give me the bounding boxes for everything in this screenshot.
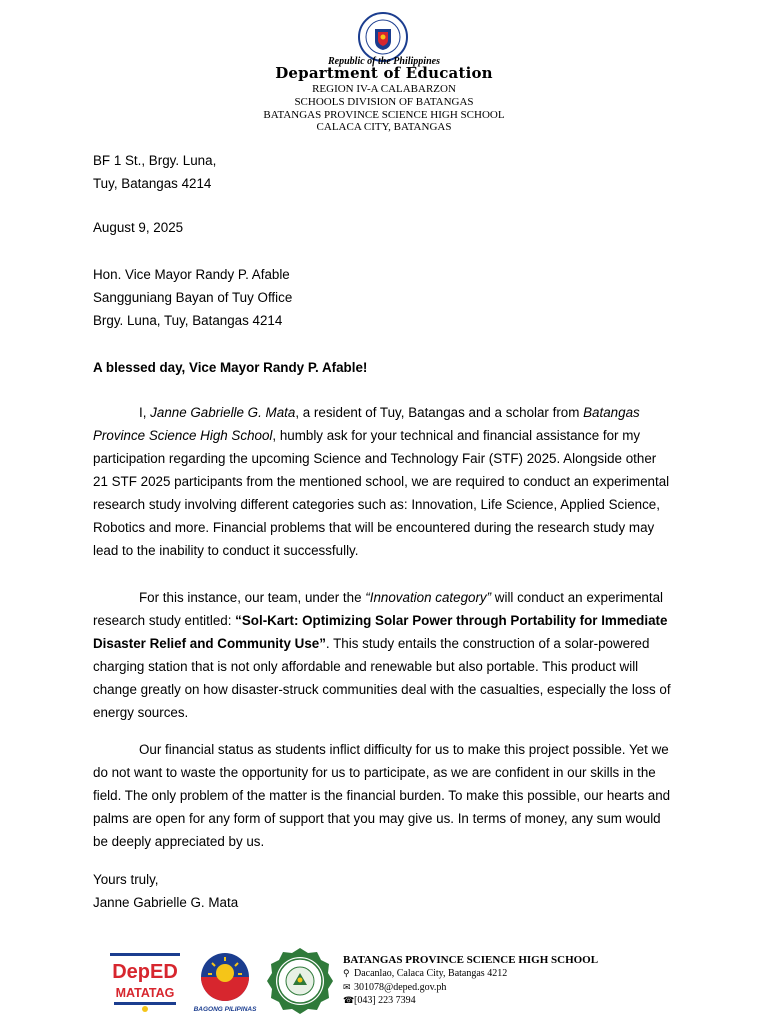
closing-block bbox=[93, 868, 673, 914]
city-line: CALACA CITY, BATANGAS bbox=[316, 122, 452, 132]
school-seal-icon bbox=[265, 947, 335, 1015]
p1-text-c: , humbly ask for your technical and financial assistance for my participation regarding the upcoming Science and Technology Fair (STF) 2025. Alongside other 21 STF 2025 participants from the mentioned school, we are required to conduct an experimental research study involving different categories such as: Innovation, Life Science, Applied Science, Robotics and more. Financial problems that will be encountered during the research study may lead to the inability to conduct it successfully. bbox=[93, 428, 670, 558]
recipient-line: Hon. Vice Mayor Randy P. Afable bbox=[93, 267, 290, 282]
bpshs-seal bbox=[265, 947, 335, 1015]
footer-address bbox=[343, 967, 598, 981]
school-contact-info bbox=[343, 953, 598, 1008]
footer-email bbox=[343, 981, 598, 995]
p2-text-b: will conduct an experimental research study entitled: bbox=[93, 590, 664, 628]
recipient-line: Brgy. Luna, Tuy, Batangas 4214 bbox=[93, 313, 283, 328]
footer-school-name: BATANGAS PROVINCE SCIENCE HIGH SCHOOL bbox=[343, 954, 599, 966]
address-line: Tuy, Batangas 4214 bbox=[93, 176, 212, 191]
salutation: Yours truly, bbox=[93, 872, 159, 887]
p2-study-title: “Sol-Kart: Optimizing Solar Power through Portability for Immediate Disaster Relief and Community Use” bbox=[93, 613, 668, 651]
republic-line: Republic of the Philippines bbox=[328, 56, 440, 67]
footer-address-text: Dacanlao, Calaca City, Batangas 4212 bbox=[354, 968, 508, 979]
p2-text-a: For this instance, our team, under the bbox=[139, 590, 366, 605]
p1-text-a: I, bbox=[139, 405, 151, 420]
phone-icon: ☎ bbox=[343, 995, 355, 1005]
p1-author-name: Janne Gabrielle G. Mata bbox=[150, 405, 296, 420]
greeting: A blessed day, Vice Mayor Randy P. Afable! bbox=[93, 360, 368, 375]
deped-logo-icon bbox=[110, 951, 180, 1013]
matatag-logo-text: MATATAG bbox=[115, 986, 175, 1000]
recipient-block bbox=[93, 263, 673, 332]
signatory: Janne Gabrielle G. Mata bbox=[93, 895, 239, 910]
footer-email-text[interactable]: 301078@deped.gov.ph bbox=[354, 981, 447, 993]
email-icon: ✉ bbox=[343, 981, 351, 992]
bagong-pilipinas-icon bbox=[190, 949, 260, 1015]
address-line: BF 1 St., Brgy. Luna, bbox=[93, 153, 217, 168]
deped-logo-text: DepED bbox=[112, 961, 178, 983]
location-pin-icon: ⚲ bbox=[343, 968, 350, 978]
division-line: SCHOOLS DIVISION OF BATANGAS bbox=[294, 96, 474, 108]
letter-footer bbox=[0, 945, 768, 1024]
paragraph-2 bbox=[93, 586, 673, 724]
p1-text-b: , a resident of Tuy, Batangas and a scholar from bbox=[295, 405, 584, 420]
letter-date: August 9, 2025 bbox=[93, 220, 184, 235]
sender-address bbox=[93, 149, 673, 195]
region-line: REGION IV-A CALABARZON bbox=[312, 83, 456, 95]
recipient-line: Sangguniang Bayan of Tuy Office bbox=[93, 290, 293, 305]
department-name: Department of Education bbox=[275, 64, 493, 82]
bagong-logo-text: BAGONG PILIPINAS bbox=[193, 1006, 257, 1013]
paragraph-3 bbox=[93, 738, 673, 853]
school-line: BATANGAS PROVINCE SCIENCE HIGH SCHOOL bbox=[263, 109, 505, 121]
deped-matatag-logo bbox=[110, 951, 180, 1013]
bagong-pilipinas-logo bbox=[190, 949, 260, 1015]
footer-phone-text: [043] 223 7394 bbox=[354, 995, 416, 1006]
p1-school-name: Batangas Province Science High School bbox=[93, 405, 640, 443]
p2-text-c: . This study entails the construction of a solar-powered charging station that is not only affordable and renewable but also portable. This product will change greatly on how disaster-struck communities deal with the casualties, especially the loss of energy sources. bbox=[93, 636, 671, 720]
deped-seal-icon bbox=[358, 12, 408, 62]
paragraph-1 bbox=[93, 401, 673, 562]
footer-phone bbox=[343, 994, 598, 1008]
p2-category: “Innovation category” bbox=[365, 590, 492, 605]
p3-text: Our financial status as students inflict difficulty for us to make this project possible. Yet we do not want to waste the opportunity for us to participate, as we are confident in our skills in the field. The only problem of the matter is the financial burden. To make this possible, our hearts and palms are open for any form of support that you may give us. In terms of money, any sum would be deeply appreciated by us. bbox=[93, 742, 671, 849]
